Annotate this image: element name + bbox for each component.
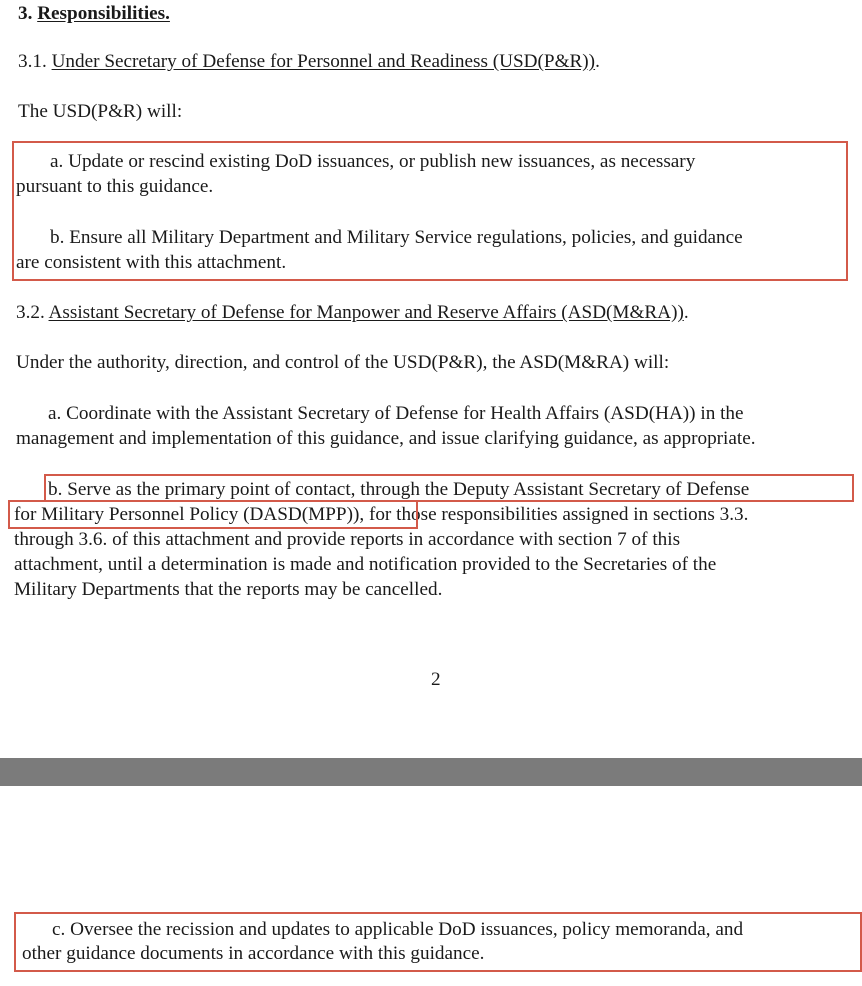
item-3-2-b-line-2: [14, 503, 748, 527]
item-3-1-a-line-1: a. Update or rescind existing DoD issuances, or publish new issuances, as necessary: [50, 151, 696, 172]
item-3-1-a-line-2: pursuant to this guidance.: [16, 176, 214, 197]
subsection-3-1-number: 3.1.: [18, 51, 47, 72]
item-3-2-b-line-5: Military Departments that the reports may be cancelled.: [14, 579, 443, 600]
item-3-2-b-line-1: b. Serve as the primary point of contact, through the Deputy Assistant Secretary of Defense: [48, 479, 750, 500]
document-page-bottom: [0, 786, 862, 986]
item-3-2-b-highlighted-text: for Military Personnel Policy (DASD(MPP)),: [14, 504, 365, 525]
item-3-2-a-line-2: management and implementation of this guidance, and issue clarifying guidance, as appropriate.: [16, 428, 756, 449]
item-3-2-b-line-3: through 3.6. of this attachment and provide reports in accordance with section 7 of this: [14, 529, 681, 550]
item-3-2-b-line-4: attachment, until a determination is made and notification provided to the Secretaries of the: [14, 554, 717, 575]
item-3-1-b-line-2: are consistent with this attachment.: [16, 252, 287, 273]
subsection-3-1-period: .: [595, 51, 600, 72]
subsection-3-2-period: .: [683, 302, 689, 323]
section-title: Responsibilities.: [37, 3, 170, 24]
section-heading: [18, 2, 170, 26]
page-number: 2: [431, 669, 441, 690]
subsection-3-1-title: Under Secretary of Defense for Personnel and Readiness (USD(P&R)): [51, 51, 596, 72]
item-c-line-1: c. Oversee the recission and updates to applicable DoD issuances, policy memoranda, and: [52, 919, 744, 940]
item-c-line-2: other guidance documents in accordance with this guidance.: [22, 943, 485, 964]
subsection-3-2-title: Assistant Secretary of Defense for Manpower and Reserve Affairs (ASD(M&RA)): [48, 302, 684, 323]
item-3-2-a-line-1: a. Coordinate with the Assistant Secretary of Defense for Health Affairs (ASD(HA)) in the: [48, 403, 744, 424]
item-3-1-b-line-1: b. Ensure all Military Department and Military Service regulations, policies, and guidance: [50, 227, 743, 248]
page-break-band: [0, 758, 862, 786]
section-number: 3.: [18, 3, 33, 24]
subsection-3-1-intro: The USD(P&R) will:: [18, 101, 183, 122]
subsection-3-2-heading: [16, 301, 689, 325]
item-3-2-b-line-2-rest: for those responsibilities assigned in sections 3.3.: [364, 504, 749, 525]
subsection-3-1-heading: [18, 50, 600, 74]
subsection-3-2-intro: Under the authority, direction, and control of the USD(P&R), the ASD(M&RA) will:: [16, 352, 670, 373]
subsection-3-2-number: 3.2.: [16, 302, 45, 323]
